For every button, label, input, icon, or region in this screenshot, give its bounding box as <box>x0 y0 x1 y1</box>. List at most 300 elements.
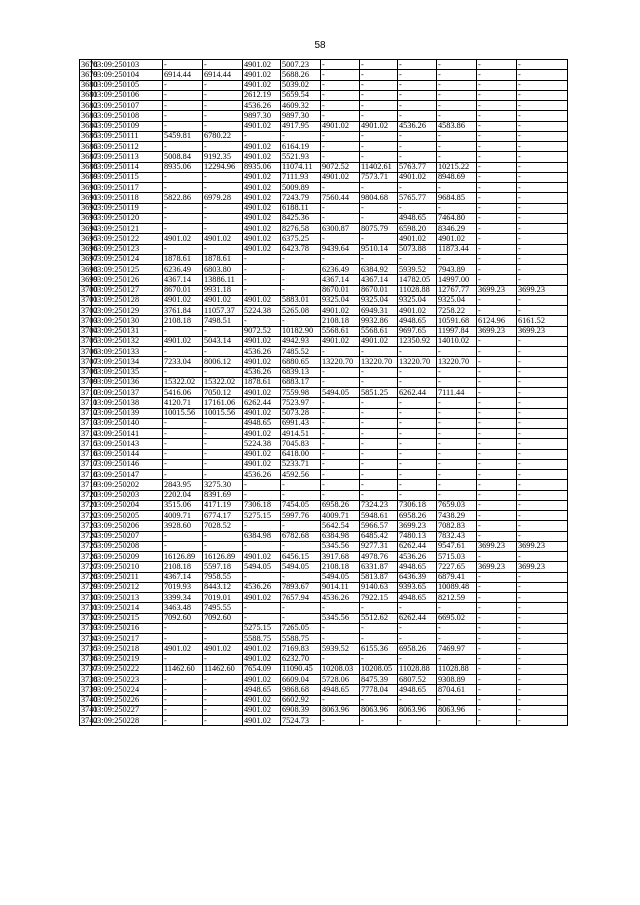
value-cell: - <box>360 234 398 244</box>
value-cell: - <box>203 541 243 551</box>
value-cell: - <box>398 347 437 357</box>
value-cell: - <box>398 716 437 726</box>
value-cell: - <box>437 254 477 264</box>
value-cell: 4367.14 <box>360 275 398 285</box>
code-cell: 03:09:250137 <box>92 388 163 398</box>
value-cell: - <box>477 593 517 603</box>
value-cell: 5494.05 <box>243 562 281 572</box>
value-cell: 6602.92 <box>281 695 321 705</box>
code-cell: 03:09:250208 <box>92 541 163 551</box>
value-cell: - <box>517 459 568 469</box>
value-cell: 8935.06 <box>243 162 281 172</box>
code-cell: 03:09:250210 <box>92 562 163 572</box>
table-row <box>80 377 568 387</box>
value-cell: - <box>360 80 398 90</box>
value-cell: - <box>203 111 243 121</box>
code-cell: 03:09:250123 <box>92 244 163 254</box>
value-cell: 6418.00 <box>281 449 321 459</box>
value-cell: 4901.02 <box>243 234 281 244</box>
code-cell: 03:09:250204 <box>92 500 163 510</box>
value-cell: 4901.02 <box>243 224 281 234</box>
value-cell: 5688.26 <box>281 70 321 80</box>
value-cell: 5494.05 <box>281 562 321 572</box>
value-cell: 9697.65 <box>398 326 437 336</box>
value-cell: - <box>398 254 437 264</box>
value-cell: 9325.04 <box>398 295 437 305</box>
table-row <box>80 695 568 705</box>
value-cell: - <box>321 60 360 70</box>
value-cell: - <box>477 70 517 80</box>
value-cell: 5494.05 <box>321 572 360 582</box>
table-row <box>80 357 568 367</box>
value-cell: - <box>243 490 281 500</box>
value-cell: - <box>163 203 203 213</box>
value-cell: - <box>517 388 568 398</box>
code-cell: 03:09:250144 <box>92 449 163 459</box>
value-cell: - <box>437 131 477 141</box>
row-id-cell: 3720 <box>81 490 98 500</box>
row-id-cell: 3738 <box>81 674 98 684</box>
table-row <box>80 459 568 469</box>
table-row <box>80 500 568 510</box>
value-cell: - <box>477 172 517 182</box>
value-cell: - <box>203 429 243 439</box>
value-cell: 9868.68 <box>281 685 321 695</box>
value-cell: - <box>477 408 517 418</box>
value-cell: - <box>477 162 517 172</box>
table-row <box>80 582 568 592</box>
value-cell: 5512.62 <box>360 613 398 623</box>
value-cell: - <box>517 306 568 316</box>
value-cell: 7258.22 <box>437 306 477 316</box>
value-cell: 7469.97 <box>437 644 477 654</box>
value-cell: 11090.45 <box>281 664 321 674</box>
value-cell: - <box>281 265 321 275</box>
value-cell: - <box>477 716 517 726</box>
value-cell: 6782.68 <box>281 531 321 541</box>
value-cell: - <box>477 203 517 213</box>
row-id-cell: 3692 <box>81 203 98 213</box>
value-cell: 4901.02 <box>243 459 281 469</box>
value-cell: - <box>163 654 203 664</box>
value-cell: 6979.28 <box>203 193 243 203</box>
value-cell: 12767.77 <box>437 285 477 295</box>
value-cell: 4901.02 <box>163 644 203 654</box>
value-cell: 8670.01 <box>163 285 203 295</box>
value-cell: - <box>437 623 477 633</box>
value-cell: 13220.70 <box>321 357 360 367</box>
row-id-cell: 3714 <box>81 428 98 438</box>
value-cell: - <box>477 111 517 121</box>
value-cell: - <box>477 254 517 264</box>
value-cell: - <box>203 675 243 685</box>
value-cell: - <box>517 111 568 121</box>
value-cell: 8670.01 <box>321 285 360 295</box>
value-cell: 5039.02 <box>281 80 321 90</box>
row-id-cell: 3703 <box>81 315 98 325</box>
value-cell: - <box>163 685 203 695</box>
row-id-cell: 3715 <box>81 438 98 448</box>
value-cell: 6958.26 <box>398 511 437 521</box>
code-cell: 03:09:250214 <box>92 603 163 613</box>
value-cell: 9547.61 <box>437 541 477 551</box>
table-row <box>80 572 568 582</box>
value-cell: - <box>398 131 437 141</box>
value-cell: 5715.03 <box>437 552 477 562</box>
value-cell: - <box>437 152 477 162</box>
value-cell: 6803.80 <box>203 265 243 275</box>
value-cell: 7306.18 <box>243 500 281 510</box>
value-cell: 4901.02 <box>243 644 281 654</box>
row-id-cell: 3731 <box>81 602 98 612</box>
code-cell: 03:09:250115 <box>92 172 163 182</box>
value-cell: 5275.15 <box>243 623 281 633</box>
row-id-cell: 3709 <box>81 377 98 387</box>
value-cell: 7485.52 <box>281 347 321 357</box>
value-cell: - <box>321 101 360 111</box>
table-row <box>80 162 568 172</box>
code-cell: 03:09:250105 <box>92 80 163 90</box>
value-cell: - <box>281 285 321 295</box>
value-cell: 9325.04 <box>437 295 477 305</box>
value-cell: 11074.11 <box>281 162 321 172</box>
value-cell: - <box>437 634 477 644</box>
code-cell: 03:09:250118 <box>92 193 163 203</box>
table-row <box>80 367 568 377</box>
value-cell: - <box>321 623 360 633</box>
value-cell: - <box>517 439 568 449</box>
value-cell: 9140.63 <box>360 582 398 592</box>
value-cell: 7045.83 <box>281 439 321 449</box>
value-cell: - <box>517 634 568 644</box>
value-cell: - <box>281 603 321 613</box>
value-cell: - <box>477 470 517 480</box>
value-cell: - <box>477 572 517 582</box>
value-cell: - <box>477 439 517 449</box>
value-cell: - <box>437 654 477 664</box>
value-cell: 5851.25 <box>360 388 398 398</box>
value-cell: 7654.09 <box>243 664 281 674</box>
value-cell: - <box>398 90 437 100</box>
value-cell: 5073.88 <box>398 244 437 254</box>
value-cell: 4901.02 <box>360 121 398 131</box>
row-id-cell: 3699 <box>81 274 98 284</box>
value-cell: - <box>203 439 243 449</box>
value-cell: 7169.83 <box>281 644 321 654</box>
value-cell: - <box>360 377 398 387</box>
value-cell: 13220.70 <box>360 357 398 367</box>
row-id-cell: 3735 <box>81 643 98 653</box>
value-cell: - <box>163 142 203 152</box>
value-cell: - <box>477 675 517 685</box>
code-cell: 03:09:250130 <box>92 316 163 326</box>
value-cell: 6914.44 <box>203 70 243 80</box>
value-cell: 6958.26 <box>321 500 360 510</box>
value-cell: - <box>321 398 360 408</box>
row-id-cell: 3719 <box>81 479 98 489</box>
value-cell: 16126.89 <box>203 552 243 562</box>
value-cell: 7028.52 <box>203 521 243 531</box>
value-cell: - <box>477 449 517 459</box>
value-cell: 4367.14 <box>321 275 360 285</box>
value-cell: 4901.02 <box>398 234 437 244</box>
value-cell: - <box>477 490 517 500</box>
value-cell: 4536.26 <box>243 101 281 111</box>
table-row <box>80 70 568 80</box>
value-cell: 4171.19 <box>203 500 243 510</box>
value-cell: - <box>163 470 203 480</box>
value-cell: 7082.83 <box>437 521 477 531</box>
value-cell: - <box>398 152 437 162</box>
value-cell: 10591.68 <box>437 316 477 326</box>
row-id-cell: 3726 <box>81 551 98 561</box>
value-cell: 7893.67 <box>281 582 321 592</box>
table-row <box>80 203 568 213</box>
value-cell: - <box>517 705 568 715</box>
value-cell: 4948.65 <box>398 316 437 326</box>
value-cell: - <box>477 613 517 623</box>
code-cell: 03:09:250131 <box>92 326 163 336</box>
value-cell: - <box>360 459 398 469</box>
value-cell: - <box>398 429 437 439</box>
value-cell: - <box>517 295 568 305</box>
value-cell: - <box>517 572 568 582</box>
code-cell: 03:09:250136 <box>92 377 163 387</box>
value-cell: 5765.77 <box>398 193 437 203</box>
value-cell: 8063.96 <box>360 705 398 715</box>
value-cell: - <box>398 377 437 387</box>
value-cell: - <box>517 511 568 521</box>
row-id-cell: 3702 <box>81 305 98 315</box>
value-cell: - <box>437 470 477 480</box>
value-cell: 6914.44 <box>163 70 203 80</box>
value-cell: - <box>321 203 360 213</box>
value-cell: - <box>360 70 398 80</box>
code-cell: 03:09:250122 <box>92 234 163 244</box>
value-cell: 4901.02 <box>243 388 281 398</box>
value-cell: 5073.28 <box>281 408 321 418</box>
value-cell: - <box>360 429 398 439</box>
value-cell: 7092.60 <box>163 613 203 623</box>
code-cell: 03:09:250107 <box>92 101 163 111</box>
value-cell: 6161.52 <box>517 316 568 326</box>
table-row <box>80 213 568 223</box>
value-cell: 5939.52 <box>321 644 360 654</box>
value-cell: - <box>477 213 517 223</box>
value-cell: - <box>517 90 568 100</box>
value-cell: - <box>243 521 281 531</box>
value-cell: - <box>163 367 203 377</box>
value-cell: 10208.05 <box>360 664 398 674</box>
row-id-cell: 3691 <box>81 192 98 202</box>
value-cell: - <box>163 101 203 111</box>
value-cell: - <box>243 275 281 285</box>
value-cell: 4901.02 <box>243 654 281 664</box>
value-cell: - <box>517 224 568 234</box>
value-cell: - <box>477 224 517 234</box>
row-id-cell: 3698 <box>81 264 98 274</box>
value-cell: - <box>281 275 321 285</box>
value-cell: 4536.26 <box>243 347 281 357</box>
value-cell: 7454.05 <box>281 500 321 510</box>
value-cell: - <box>517 408 568 418</box>
value-cell: 7559.98 <box>281 388 321 398</box>
value-cell: 7092.60 <box>203 613 243 623</box>
value-cell: 8063.96 <box>321 705 360 715</box>
value-cell: - <box>321 449 360 459</box>
value-cell: - <box>203 183 243 193</box>
value-cell: 12294.96 <box>203 162 243 172</box>
code-cell: 03:09:250127 <box>92 285 163 295</box>
value-cell: 17161.06 <box>203 398 243 408</box>
code-cell: 03:09:250134 <box>92 357 163 367</box>
value-cell: 1878.61 <box>163 254 203 264</box>
value-cell: 6880.65 <box>281 357 321 367</box>
code-cell: 03:09:250212 <box>92 582 163 592</box>
value-cell: 3515.06 <box>163 500 203 510</box>
value-cell: - <box>203 101 243 111</box>
table-row <box>80 408 568 418</box>
code-cell: 03:09:250217 <box>92 634 163 644</box>
value-cell: - <box>360 408 398 418</box>
value-cell: - <box>437 101 477 111</box>
value-cell: - <box>360 101 398 111</box>
value-cell: 4901.02 <box>243 60 281 70</box>
value-cell: 7523.97 <box>281 398 321 408</box>
value-cell: - <box>477 244 517 254</box>
value-cell: 5763.77 <box>398 162 437 172</box>
value-cell: - <box>360 60 398 70</box>
value-cell: - <box>203 623 243 633</box>
value-cell: - <box>477 357 517 367</box>
value-cell: - <box>437 429 477 439</box>
row-id-cell: 3679 <box>81 69 98 79</box>
value-cell: - <box>163 634 203 644</box>
value-cell: 13220.70 <box>398 357 437 367</box>
row-id-cell: 3706 <box>81 346 98 356</box>
data-table-container <box>79 59 567 726</box>
value-cell: - <box>243 603 281 613</box>
page-number: 58 <box>314 40 326 51</box>
value-cell: - <box>477 142 517 152</box>
value-cell: - <box>517 531 568 541</box>
value-cell: 2108.18 <box>321 316 360 326</box>
value-cell: - <box>163 449 203 459</box>
value-cell: - <box>517 521 568 531</box>
value-cell: 2202.04 <box>163 490 203 500</box>
table-row <box>80 531 568 541</box>
row-id-cell: 3685 <box>81 131 98 141</box>
code-cell: 03:09:250213 <box>92 593 163 603</box>
row-id-cell: 3701 <box>81 295 98 305</box>
value-cell: 7958.55 <box>203 572 243 582</box>
value-cell: 6262.44 <box>398 541 437 551</box>
value-cell: 7560.44 <box>321 193 360 203</box>
value-cell: 6262.44 <box>398 613 437 623</box>
row-id-cell: 3704 <box>81 326 98 336</box>
table-row <box>80 634 568 644</box>
value-cell: - <box>477 377 517 387</box>
value-cell: 2843.95 <box>163 480 203 490</box>
value-cell: - <box>163 429 203 439</box>
table-row <box>80 336 568 346</box>
row-id-cell: 3696 <box>81 244 98 254</box>
value-cell: 6331.87 <box>360 562 398 572</box>
value-cell: - <box>477 500 517 510</box>
value-cell: - <box>517 275 568 285</box>
value-cell: 4901.02 <box>243 429 281 439</box>
value-cell: - <box>360 347 398 357</box>
code-cell: 03:09:250121 <box>92 224 163 234</box>
value-cell: 4592.56 <box>281 470 321 480</box>
value-cell: - <box>398 101 437 111</box>
value-cell: - <box>321 111 360 121</box>
value-cell: 6774.17 <box>203 511 243 521</box>
value-cell: 3699.23 <box>477 285 517 295</box>
value-cell: - <box>163 172 203 182</box>
value-cell: - <box>203 634 243 644</box>
value-cell: - <box>398 203 437 213</box>
code-cell: 03:09:250120 <box>92 213 163 223</box>
value-cell: 6236.49 <box>321 265 360 275</box>
table-row <box>80 80 568 90</box>
value-cell: - <box>321 183 360 193</box>
value-cell: 4536.26 <box>243 367 281 377</box>
code-cell: 03:09:250216 <box>92 623 163 633</box>
value-cell: - <box>398 367 437 377</box>
value-cell: - <box>477 511 517 521</box>
value-cell: 16126.89 <box>163 552 203 562</box>
value-cell: - <box>437 480 477 490</box>
value-cell: - <box>163 244 203 254</box>
value-cell: 3699.23 <box>517 285 568 295</box>
value-cell: 14010.02 <box>437 336 477 346</box>
value-cell: 4901.02 <box>243 213 281 223</box>
value-cell: - <box>398 654 437 664</box>
value-cell: - <box>243 480 281 490</box>
value-cell: - <box>517 367 568 377</box>
value-cell: 4609.32 <box>281 101 321 111</box>
value-cell: 4009.71 <box>321 511 360 521</box>
value-cell: 11028.88 <box>398 664 437 674</box>
value-cell: - <box>321 654 360 664</box>
value-cell: 4917.95 <box>281 121 321 131</box>
value-cell: 6839.13 <box>281 367 321 377</box>
value-cell: - <box>163 531 203 541</box>
value-cell: - <box>437 459 477 469</box>
value-cell: - <box>437 347 477 357</box>
code-cell: 03:09:250139 <box>92 408 163 418</box>
value-cell: - <box>243 613 281 623</box>
value-cell: - <box>517 613 568 623</box>
code-cell: 03:09:250126 <box>92 275 163 285</box>
value-cell: 9277.31 <box>360 541 398 551</box>
code-cell: 03:09:250209 <box>92 552 163 562</box>
value-cell: - <box>517 347 568 357</box>
value-cell: 5008.84 <box>163 152 203 162</box>
value-cell: 5233.71 <box>281 459 321 469</box>
value-cell: 13886.11 <box>203 275 243 285</box>
value-cell: - <box>437 377 477 387</box>
value-cell: 6375.25 <box>281 234 321 244</box>
table-row <box>80 275 568 285</box>
table-row <box>80 254 568 264</box>
code-cell: 03:09:250109 <box>92 121 163 131</box>
value-cell: 9897.30 <box>243 111 281 121</box>
value-cell: 6807.52 <box>398 675 437 685</box>
value-cell: - <box>477 521 517 531</box>
value-cell: - <box>281 521 321 531</box>
